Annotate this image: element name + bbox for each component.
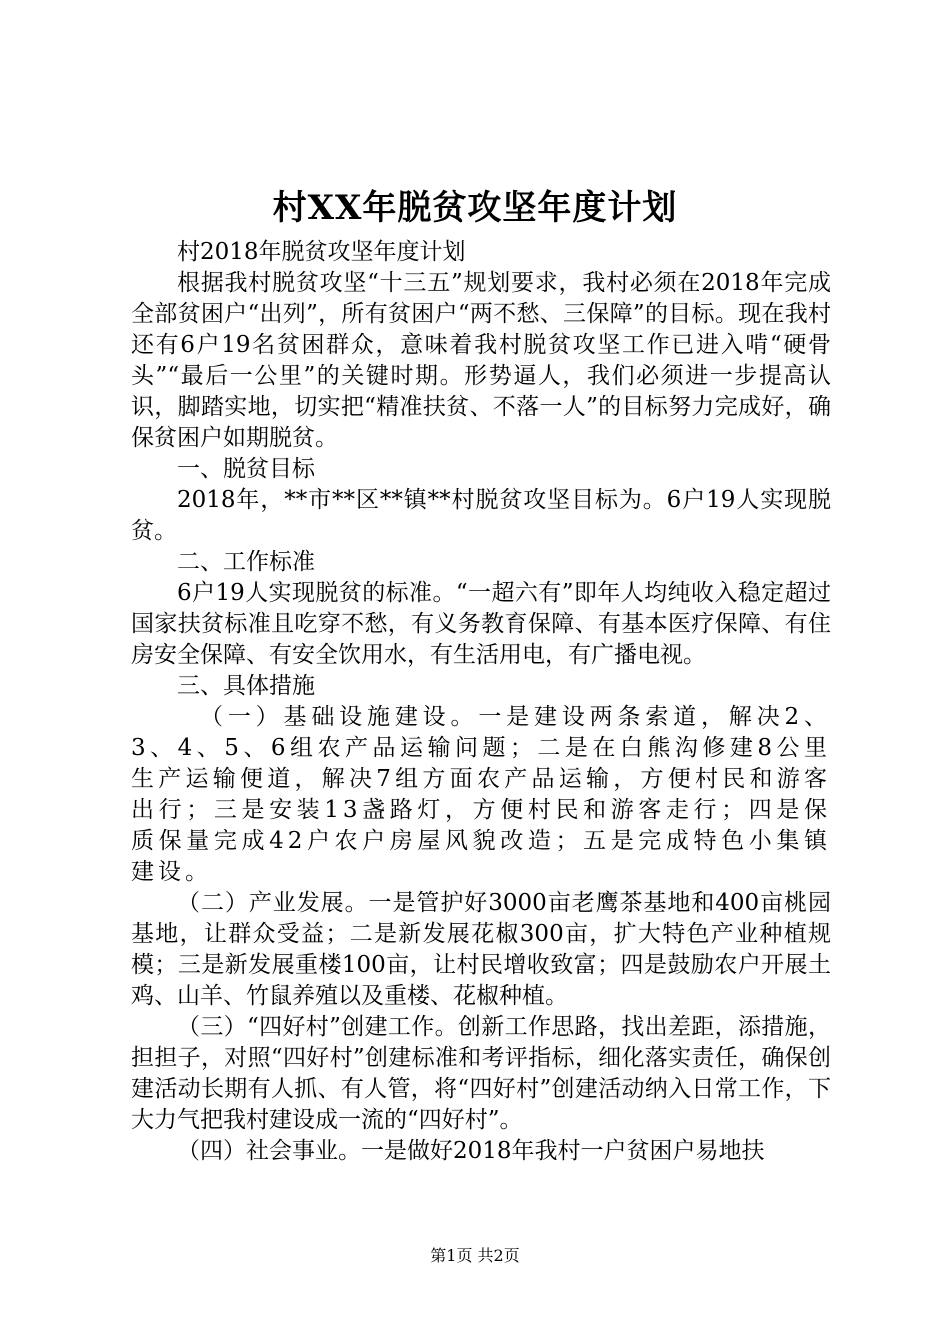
paragraph-intro: 根据我村脱贫攻坚“十三五”规划要求，我村必须在2018年完成全部贫困户“出列”，所有贫困户“两不愁、三保障”的目标。现在我村还有6户19名贫困群众，意味着我村脱贫攻坚工作已进入啃“硬骨头”“最后一公里”的关键时期。形势逼人，我们必须进一步提高认识，脚踏实地，切实把“精准扶贫、不落一人”的目标努力完成好，确保贫困户如期脱贫。 (131, 270, 831, 451)
paragraph-industry: （二）产业发展。一是管护好3000亩老鹰茶基地和400亩桃园基地，让群众受益；二是新发展花椒300亩，扩大特色产业种植规模；三是新发展重楼100亩，让村民增收致富；四是鼓励农户开展土鸡、山羊、竹鼠养殖以及重楼、花椒种植。 (131, 890, 831, 1009)
paragraph-social: （四）社会事业。一是做好2018年我村一户贫困户易地扶 (177, 1138, 765, 1164)
document-title: 村XX年脱贫攻坚年度计划 (272, 188, 678, 228)
paragraph-infrastructure: （一）基础设施建设。一是建设两条索道，解决2、3、4、5、6组农产品运输问题；二是在白熊沟修建8公里生产运输便道，解决7组方面农产品运输，方便村民和游客出行；三是安装13盏路灯，方便村民和游客走行；四是保质保量完成42户农户房屋风貌改造；五是完成特色小集镇建设。 (131, 704, 831, 885)
paragraph-subtitle: 村2018年脱贫攻坚年度计划 (177, 239, 466, 265)
paragraph-standard: 6户19人实现脱贫的标准。“一超六有”即年人均纯收入稳定超过国家扶贫标准且吃穿不愁，有义务教育保障、有基本医疗保障、有住房安全保障、有安全饮用水，有生活用电，有广播电视。 (131, 580, 831, 668)
heading-goal: 一、脱贫目标 (177, 456, 315, 482)
paragraph-four-good-village: （三）“四好村”创建工作。创新工作思路，找出差距，添措施，担担子，对照“四好村”创建标准和考评指标，细化落实责任，确保创建活动长期有人抓、有人管，将“四好村”创建活动纳入日常工作，下大力气把我村建设成一流的“四好村”。 (131, 1014, 831, 1133)
heading-standard: 二、工作标准 (177, 549, 315, 575)
paragraph-goal: 2018年，**市**区**镇**村脱贫攻坚目标为。6户19人实现脱贫。 (131, 487, 831, 544)
document-body (131, 237, 831, 1167)
page-footer: 第1页 共2页 (430, 1246, 520, 1265)
heading-measures: 三、具体措施 (177, 673, 315, 699)
